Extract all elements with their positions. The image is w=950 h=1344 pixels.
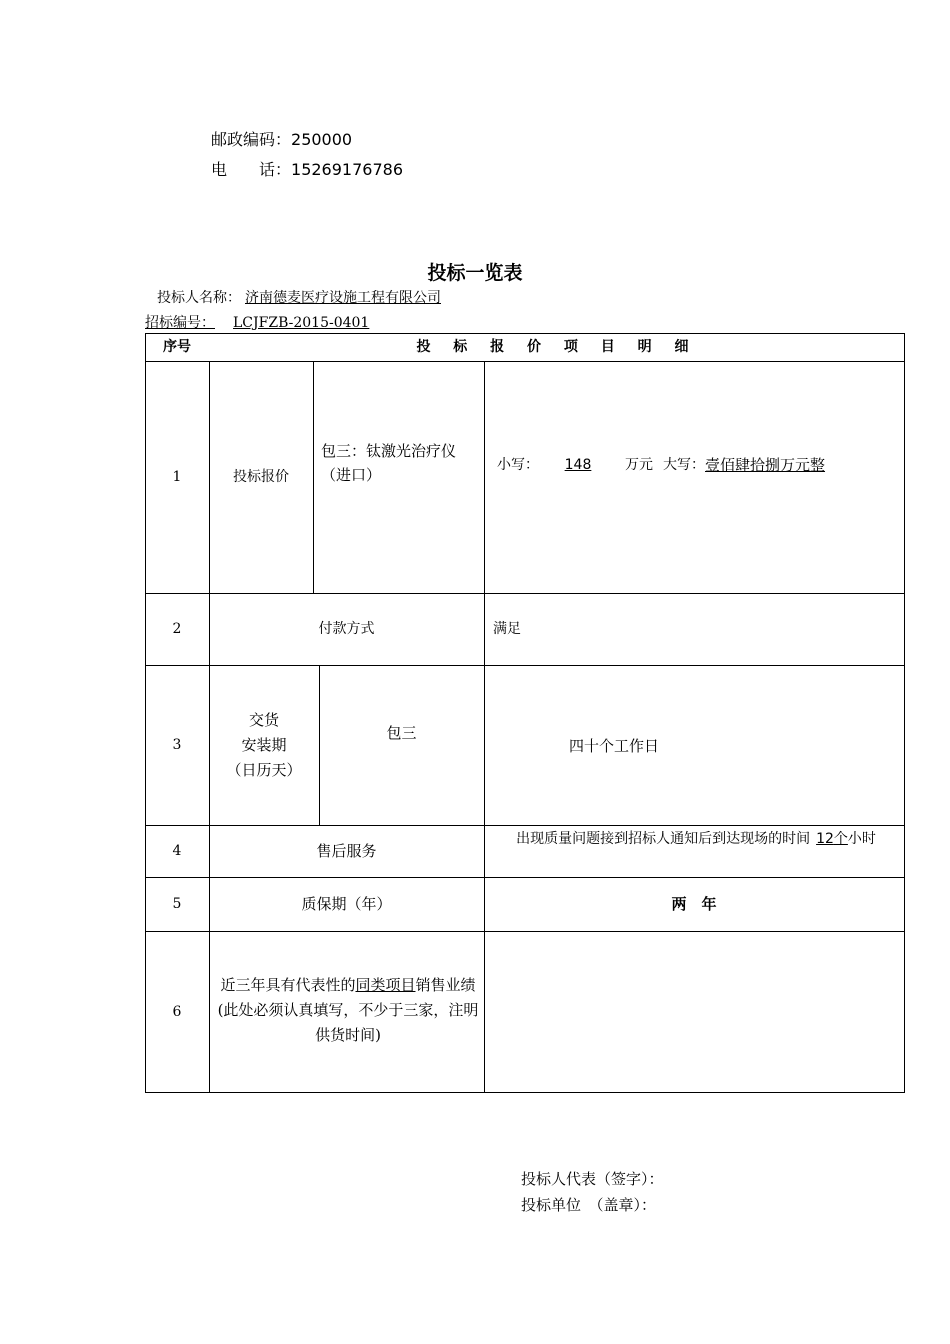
postal-code-label: 邮政编码： xyxy=(211,130,292,149)
row-6-item xyxy=(217,973,479,1051)
table-rule xyxy=(319,665,320,825)
row-1-small-value: 148 xyxy=(564,457,592,473)
bidder-representative-signature: 投标人代表（签字）： xyxy=(521,1170,664,1188)
bidder-unit-seal: 投标单位 （盖章）： xyxy=(521,1196,657,1214)
row-2-item: 付款方式 xyxy=(318,621,375,637)
table-border-bottom xyxy=(145,1092,905,1093)
row-6-item-underlined: 同类项目 xyxy=(355,976,416,994)
bid-summary-table xyxy=(145,333,905,1093)
tender-number-value: LCJFZB-2015-0401 xyxy=(233,315,370,331)
row-1-sub: 包三：钛激光治疗仪（进口） xyxy=(321,442,457,484)
table-rule xyxy=(313,361,314,593)
header-detail: 投 标 报 价 项 目 明 细 xyxy=(416,339,698,355)
row-1-big-value: 壹佰肆拾捌万元整 xyxy=(705,456,826,474)
row-3-item xyxy=(209,665,319,825)
row-4-value-suffix: 小时 xyxy=(847,831,876,847)
row-1-small-label: 小写： xyxy=(497,457,539,473)
row-3-sub: 包三 xyxy=(386,724,417,742)
row-4-value xyxy=(501,827,891,875)
row-5-item: 质保期（年） xyxy=(301,895,392,913)
row-3-value: 四十个工作日 xyxy=(569,737,660,755)
row-4-value-num: 12 xyxy=(816,831,834,847)
row-4-value-ge: 个 xyxy=(833,831,848,847)
row-6-no: 6 xyxy=(172,1003,182,1020)
tender-number-label: 招标编号： xyxy=(145,315,215,331)
table-border-right xyxy=(904,333,905,1093)
row-4-item: 售后服务 xyxy=(316,842,377,860)
postal-code-line xyxy=(211,127,352,150)
row-4-no: 4 xyxy=(172,843,182,859)
postal-code-value: 250000 xyxy=(291,130,353,149)
row-1-item: 投标报价 xyxy=(233,469,289,485)
row-1-unit: 万元 xyxy=(625,457,653,473)
row-5-value: 两 年 xyxy=(671,895,717,913)
row-2-no: 2 xyxy=(172,621,182,637)
bidder-name-label: 投标人名称： xyxy=(157,290,241,306)
row-5-no: 5 xyxy=(172,896,182,912)
phone-line xyxy=(211,157,403,180)
tender-number-line xyxy=(145,312,369,332)
row-1-no: 1 xyxy=(172,469,182,485)
page-title: 投标一览表 xyxy=(427,262,523,284)
row-6-value xyxy=(484,931,904,1092)
row-1-big-label: 大写： xyxy=(663,457,705,473)
phone-label: 电 话： xyxy=(211,160,292,179)
bidder-name-line xyxy=(157,287,457,307)
row-3-item-line2: 安装期 xyxy=(241,735,287,754)
bidder-name-value: 济南德麦医疗设施工程有限公司 xyxy=(245,290,441,306)
row-1-price xyxy=(497,453,897,477)
row-4-value-prefix: 出现质量问题接到招标人通知后到达现场的时间 xyxy=(516,831,811,847)
phone-value: 15269176786 xyxy=(291,160,403,179)
row-6-item-pre: 近三年具有代表性的 xyxy=(220,976,356,994)
row-3-no: 3 xyxy=(172,737,182,753)
row-2-value: 满足 xyxy=(493,621,521,637)
header-no: 序号 xyxy=(163,339,191,355)
row-3-item-line3: （日历天） xyxy=(226,760,302,779)
row-3-item-line1: 交货 xyxy=(248,710,279,729)
row-6-item-post: 销售业绩(此处必须认真填写，不少于三家，注明供货时间) xyxy=(217,976,479,1044)
